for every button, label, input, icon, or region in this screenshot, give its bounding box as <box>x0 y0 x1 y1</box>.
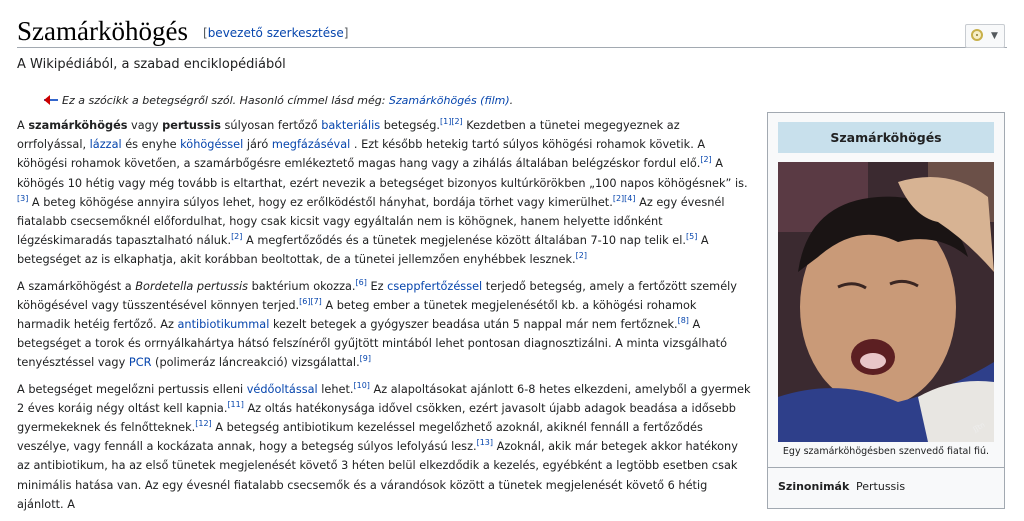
text: A beteg ember a tünetek megjelenésétől kb. a köhögési rohamok harmadik hetéig fertőző. Az <box>17 298 697 332</box>
text: járó <box>243 138 272 152</box>
reference-link[interactable]: [2] <box>231 232 243 242</box>
hatnote-end: . <box>509 94 514 107</box>
chevron-down-icon: ▼ <box>991 31 998 41</box>
reference-link[interactable]: [2][4] <box>612 194 636 204</box>
bold-term-szamarkohoges: szamárköhögés <box>28 119 128 132</box>
text: súlyosan fertőző <box>220 119 322 132</box>
infobox-caption: Egy szamárköhögésben szenvedő fiatal fiú. <box>782 446 990 457</box>
text: vagy <box>127 119 163 132</box>
text: A betegséget az is elkaphatja, akit korábban beoltottak, de a tünetei jellemzően enyhébbek lesznek. <box>17 234 709 267</box>
reference-link[interactable]: [3] <box>17 194 29 204</box>
text: Az egy évesnél fiatalabb csecsemőknél előfordulhat, hogy csak kicsit vagy egyáltalán nem is köhögnek, hanem helyette időnként légzéskimaradás tapasztalható náluk. <box>17 195 725 248</box>
bold-term-pertussis: pertussis <box>162 119 221 132</box>
infobox-image[interactable] <box>778 162 994 442</box>
article-body <box>17 116 752 521</box>
reference-link[interactable]: [6][7] <box>299 297 322 307</box>
text: A betegséget megelőzni pertussis elleni <box>17 382 247 396</box>
hatnote-link[interactable]: Szamárköhögés (film) <box>388 94 510 107</box>
link-bakterialis[interactable]: bakteriális <box>321 119 381 132</box>
text: Azoknál, akik már betegek akkor hatékony az antibiotikum, ha az első tünetek megjelenését követő 3 héten belül elkezdődik a kezelés, egyébként a legtöbb esetben csak minimális hatása van. Az egy évesnél fiatalabb csecsemők és a várandósok között a tünetek megjelenését követő 6 hétig ajánlott. A <box>17 440 738 511</box>
text: A <box>17 119 29 132</box>
text: és enyhe <box>121 138 181 152</box>
reference-link[interactable]: [11] <box>227 400 244 410</box>
text: betegség. <box>380 119 440 132</box>
text: Az alapoltásokat ajánlott 6-8 hetes elkezdeni, amelyből a gyermek 2 éves koráig négy oltást kell kapnia. <box>17 382 751 415</box>
italic-species-name: Bordetella pertussis <box>135 279 249 293</box>
reference-link[interactable]: [12] <box>195 419 212 429</box>
link-kohoges[interactable]: köhögéssel <box>180 138 244 152</box>
text: A betegséget a torok és orrnyálkahártya hátsó felszínéről gyűjtött mintából lehet pontosan diagnosztizálni. A minta vizsgálható tenyésztéssel vagy <box>17 318 727 370</box>
page-header <box>17 15 1007 48</box>
paragraph-1 <box>17 116 752 270</box>
reference-link[interactable]: [13] <box>476 438 494 448</box>
hatnote <box>44 94 513 107</box>
text: kezelt betegek a gyógyszer beadása után 5 nappal már nem fertőznek. <box>269 318 678 332</box>
link-megfazas[interactable]: megfázáséval <box>271 138 351 152</box>
link-pcr[interactable]: PCR <box>128 356 152 370</box>
text: baktérium okozza. <box>248 279 356 293</box>
infobox-row-value: Pertussis <box>856 480 906 493</box>
infobox <box>767 112 1005 509</box>
infobox-row-label: Szinonimák <box>778 480 850 493</box>
infobox-row-synonyms <box>768 467 1004 508</box>
assessment-circle-icon <box>971 29 983 41</box>
text: Az oltás hatékonysága idővel csökken, ezért javasolt újabb adagok beadása a idősebb gyermekeknek és felnőtteknek. <box>17 401 736 435</box>
text: A beteg köhögése annyira súlyos lehet, hogy ez erőlködéstől hányhat, bordája törhet vagy kimerülhet. <box>28 195 613 209</box>
reference-link[interactable]: [5] <box>686 232 698 242</box>
boy-coughing-illustration <box>778 162 994 442</box>
text: A szamárköhögést a <box>17 279 136 293</box>
text: lehet. <box>317 382 354 396</box>
hatnote-text: Ez a szócikk a betegségről szól. Hasonló címmel lásd még: <box>62 94 389 107</box>
reference-link[interactable]: [6] <box>355 277 367 287</box>
link-vedooltas[interactable]: védőoltással <box>246 382 318 396</box>
reference-link[interactable]: [8] <box>677 316 689 326</box>
reference-link[interactable]: [2] <box>575 251 587 261</box>
text: A betegség antibiotikum kezeléssel megelőzhető azoknál, akiknél fennáll a fertőződés veszélye, vagy fennáll a kockázata annak, hogy a betegség súlyos lefolyású lesz. <box>17 421 703 454</box>
text: . Ezt később hetekig tartó súlyos köhögési rohamok követik. A köhögési rohamok követően, a szamárbőgésre emlékeztető magas hang vagy a zihálás általában belégzéskor fordul elő. <box>17 138 706 171</box>
link-antibiotikum[interactable]: antibiotikummal <box>177 318 270 332</box>
reference-link[interactable]: [1][2] <box>439 117 463 127</box>
text: terjedő betegség, amely a fertőzött személy köhögésével vagy tüsszentésével könnyen terjed. <box>17 279 737 312</box>
edit-intro-bracket-open: [ <box>203 26 208 40</box>
site-subtitle: A Wikipédiából, a szabad enciklopédiából <box>17 57 286 72</box>
reference-link[interactable]: [10] <box>353 380 370 390</box>
edit-intro-bracket-close: ] <box>343 26 349 40</box>
reference-link[interactable]: [9] <box>359 354 372 364</box>
paragraph-3 <box>17 380 752 514</box>
svg-text:ʃʃtn: ʃʃtn <box>972 420 987 434</box>
infobox-title: Szamárköhögés <box>778 122 994 153</box>
reference-link[interactable]: [2] <box>700 155 712 165</box>
link-cseppfertozes[interactable]: cseppfertőzéssel <box>387 279 483 293</box>
paragraph-2 <box>17 277 752 373</box>
article-assessment-dropdown[interactable] <box>965 24 1005 48</box>
disambiguation-arrow-icon <box>44 95 58 105</box>
text: Kezdetben a tünetei megegyeznek az orrfolyással, <box>17 119 680 152</box>
link-laz[interactable]: lázzal <box>89 138 122 152</box>
text: A köhögés 10 hétig vagy még tovább is eltarthat, ezért nevezik a betegséget bizonyos kultúrkörökben „100 napos köhögésnek” is. <box>17 157 748 190</box>
page-title: Szamárköhögés <box>17 16 188 46</box>
edit-intro-section <box>203 26 348 40</box>
text: (polimeráz láncreakció) vizsgálattal. <box>151 356 360 370</box>
text: A megfertőződés és a tünetek megjelenése között általában 7-10 nap telik el. <box>242 234 686 248</box>
text: Ez <box>366 279 388 293</box>
edit-intro-link[interactable]: bevezető szerkesztése <box>207 26 344 40</box>
